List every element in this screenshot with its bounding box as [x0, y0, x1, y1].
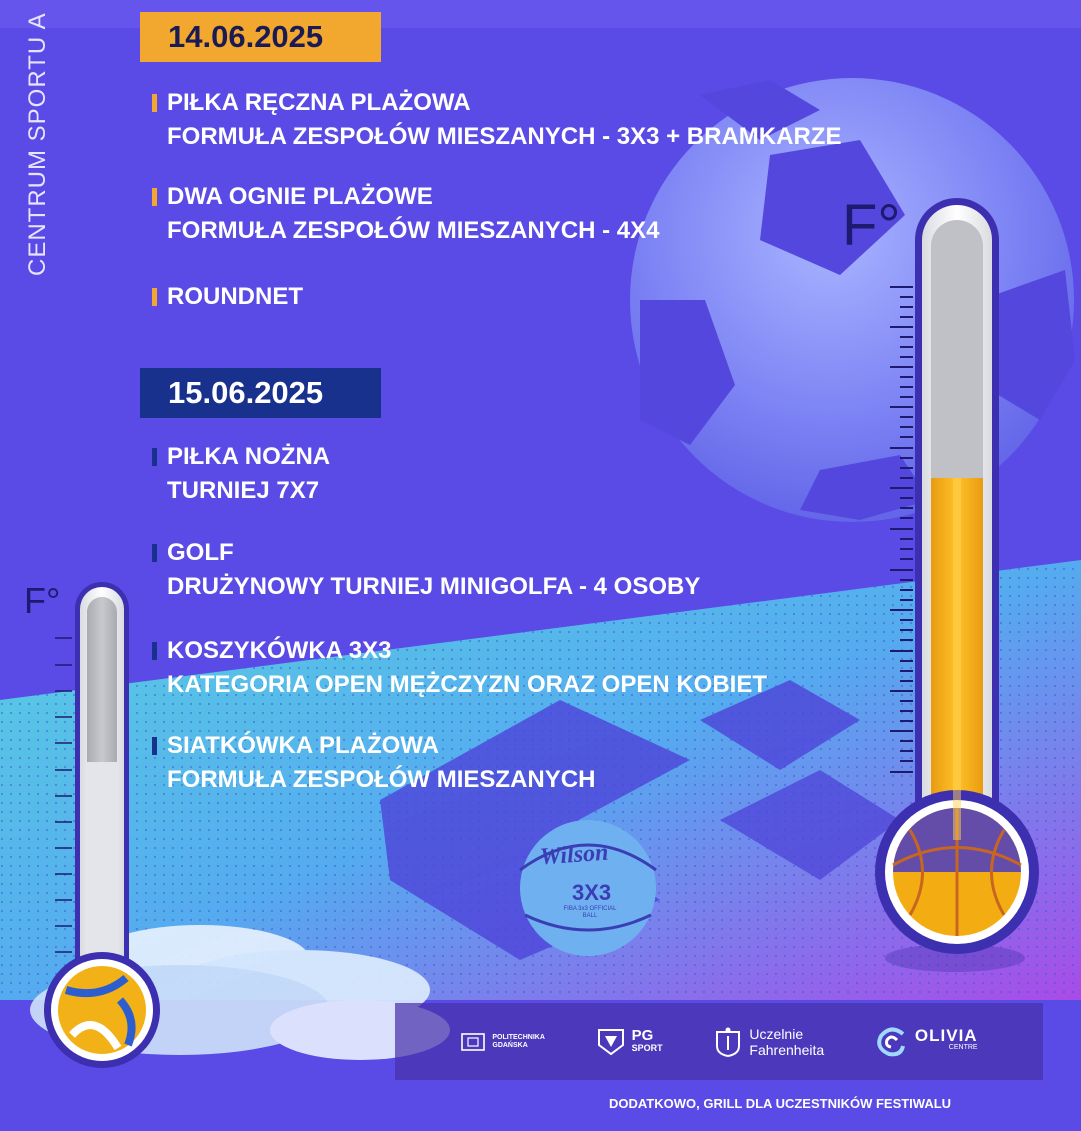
event-subtitle: FORMUŁA ZESPOŁÓW MIESZANYCH - 3X3 + BRAMKARZE: [167, 123, 842, 150]
logo-uczelnie-fahrenheita: [713, 1026, 824, 1058]
ball-model-text: 3X3: [572, 880, 612, 905]
logo-line: Uczelnie: [749, 1025, 804, 1042]
event-item: [152, 182, 659, 245]
bullet-bar: [152, 737, 157, 755]
university-crest-icon: [460, 1030, 486, 1054]
logo-line: GDAŃSKA: [492, 1041, 528, 1049]
event-subtitle: TURNIEJ 7X7: [167, 477, 320, 504]
event-item: [152, 636, 767, 699]
logo-olivia-centre: [875, 1026, 978, 1058]
footer-note: DODATKOWO, GRILL DLA UCZESTNIKÓW FESTIWALU: [609, 1096, 952, 1111]
bullet-bar: [152, 188, 157, 206]
sponsor-logos-strip: [395, 1003, 1043, 1080]
event-title: PIŁKA NOŻNA: [167, 443, 331, 470]
ball-caption-text: FIBA 3x3 OFFICIAL BALL: [563, 906, 617, 919]
event-subtitle: FORMUŁA ZESPOŁÓW MIESZANYCH - 4X4: [167, 217, 660, 244]
event-title: KOSZYKÓWKA 3X3: [167, 637, 392, 664]
event-subtitle: DRUŻYNOWY TURNIEJ MINIGOLFA - 4 OSOBY: [167, 573, 701, 600]
small-thermometer-unit: F°: [24, 580, 61, 621]
logo-politechnika-gdanska: [460, 1030, 545, 1054]
date-badge-day2: 15.06.2025: [140, 368, 381, 418]
logo-line: SPORT: [631, 1042, 663, 1053]
event-subtitle: KATEGORIA OPEN MĘŻCZYZN ORAZ OPEN KOBIET: [167, 671, 768, 698]
event-title: PIŁKA RĘCZNA PLAŻOWA: [167, 89, 471, 116]
event-item: [152, 538, 700, 601]
ball-brand-text: Wilson: [539, 839, 610, 871]
event-item: [152, 88, 841, 151]
event-title: GOLF: [167, 539, 234, 566]
logo-pg-sport: [596, 1027, 663, 1057]
side-vertical-text: CENTRUM SPORTU A: [24, 12, 51, 276]
logo-line: Fahrenheita: [749, 1041, 825, 1058]
event-title: ROUNDNET: [167, 283, 303, 310]
event-item: [152, 442, 330, 505]
bullet-bar: [152, 288, 157, 306]
bullet-bar: [152, 544, 157, 562]
date-badge-day1: 14.06.2025: [140, 12, 381, 62]
logo-line: PG: [631, 1026, 654, 1044]
logo-line: OLIVIA: [914, 1025, 978, 1045]
logo-line: POLITECHNIKA: [492, 1033, 545, 1041]
event-title: DWA OGNIE PLAŻOWE: [167, 183, 433, 210]
event-item: [152, 731, 595, 794]
bullet-bar: [152, 642, 157, 660]
logo-line: CENTRE: [948, 1043, 978, 1051]
big-thermometer-unit: F°: [842, 193, 901, 258]
bullet-bar: [152, 448, 157, 466]
event-title: SIATKÓWKA PLAŻOWA: [167, 732, 439, 759]
fahrenheit-emblem-icon: [713, 1026, 743, 1058]
pg-sport-shield-icon: [596, 1027, 626, 1057]
event-item: [152, 282, 303, 312]
olivia-swirl-icon: [875, 1026, 909, 1058]
bullet-bar: [152, 94, 157, 112]
event-subtitle: FORMUŁA ZESPOŁÓW MIESZANYCH: [167, 766, 596, 793]
